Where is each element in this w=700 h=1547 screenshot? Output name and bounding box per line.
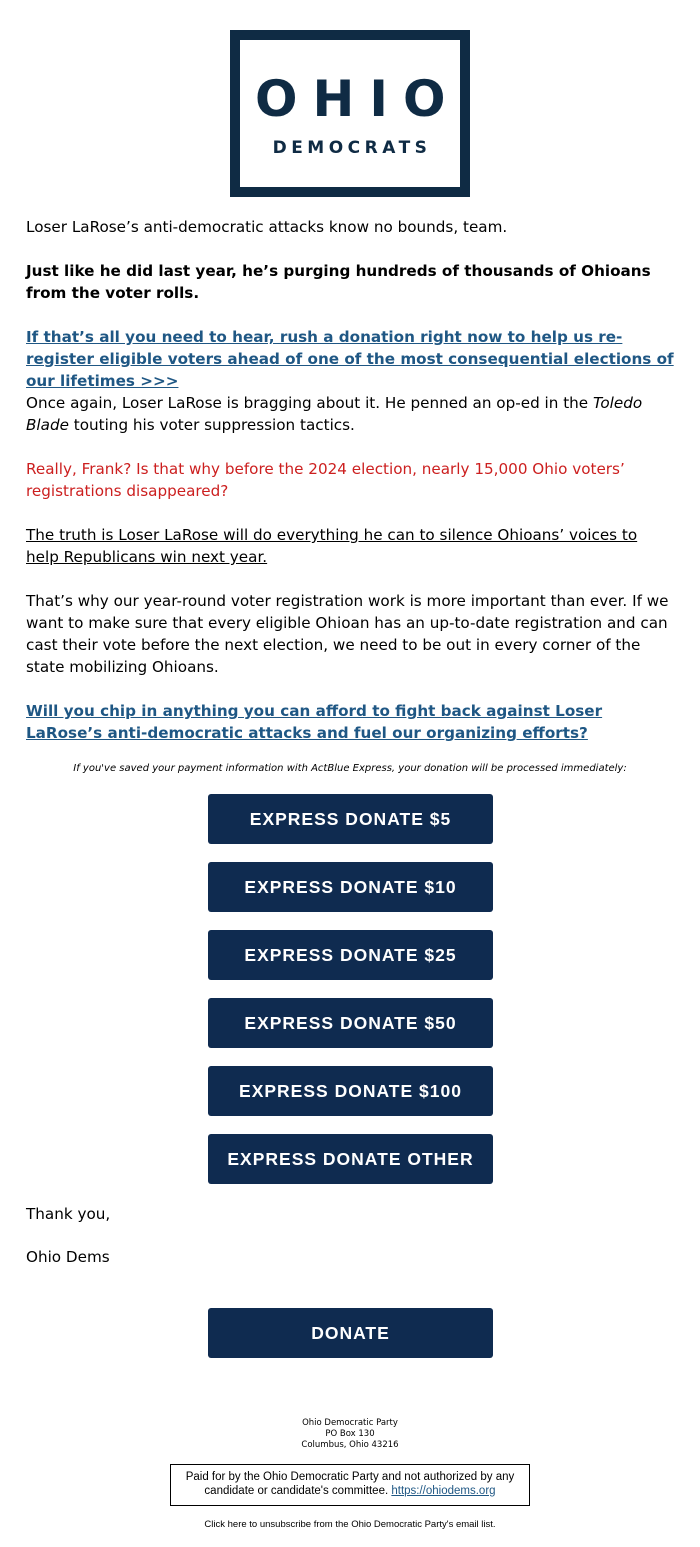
logo-democrats-text: DEMOCRATS bbox=[272, 138, 432, 158]
donate-link-reregister[interactable]: If that’s all you need to hear, rush a donation right now to help us re-register eligible voters ahead of one of the most consequential elections of our lifetimes >>> bbox=[26, 328, 674, 390]
express-donate-10-button[interactable]: EXPRESS DONATE $10 bbox=[208, 862, 493, 912]
op-ed-text-before: Once again, Loser LaRose is bragging about it. He penned an op-ed in the bbox=[26, 394, 593, 412]
actblue-express-note: If you've saved your payment information with ActBlue Express, your donation will be processed immediately: bbox=[73, 763, 627, 774]
intro-paragraph: Loser LaRose’s anti-democratic attacks know no bounds, team. bbox=[26, 218, 508, 236]
truth-paragraph bbox=[26, 524, 674, 568]
footer-city: Columbus, Ohio 43216 bbox=[301, 1440, 399, 1450]
donate-link-chip-in[interactable]: Will you chip in anything you can afford to fight back against Loser LaRose’s anti-democratic attacks and fuel our organizing efforts? bbox=[26, 702, 603, 742]
paid-for-disclaimer bbox=[170, 1464, 530, 1506]
donate-button[interactable]: DONATE bbox=[208, 1308, 493, 1358]
donate-link-paragraph bbox=[26, 326, 674, 392]
express-donate-50-button[interactable]: EXPRESS DONATE $50 bbox=[208, 998, 493, 1048]
op-ed-text-after: touting his voter suppression tactics. bbox=[68, 416, 355, 434]
unsubscribe-link[interactable]: Click here to unsubscribe from the Ohio Democratic Party's email list. bbox=[204, 1519, 496, 1530]
express-donate-5-button[interactable]: EXPRESS DONATE $5 bbox=[208, 794, 493, 844]
purge-paragraph: Just like he did last year, he’s purging hundreds of thousands of Ohioans from the voter rolls. bbox=[26, 262, 651, 302]
signoff-sender: Ohio Dems bbox=[26, 1248, 110, 1266]
express-donate-25-button[interactable]: EXPRESS DONATE $25 bbox=[208, 930, 493, 980]
express-donate-other-button[interactable]: EXPRESS DONATE OTHER bbox=[208, 1134, 493, 1184]
ohiodems-website-link[interactable]: https://ohiodems.org bbox=[391, 1484, 496, 1497]
op-ed-paragraph bbox=[26, 392, 674, 436]
chip-in-link-paragraph bbox=[26, 700, 674, 744]
footer-org-name: Ohio Democratic Party bbox=[302, 1418, 398, 1428]
paid-for-text: Paid for by the Ohio Democratic Party and not authorized by any candidate or candidate's committee. bbox=[185, 1471, 515, 1497]
footer-address bbox=[0, 1418, 700, 1451]
ohio-democrats-logo[interactable] bbox=[230, 30, 470, 197]
truth-underlined-text: The truth is Loser LaRose will do everything he can to silence Ohioans’ voices to help Republicans win next year. bbox=[26, 526, 638, 566]
footer-po-box: PO Box 130 bbox=[325, 1429, 375, 1439]
express-donate-100-button[interactable]: EXPRESS DONATE $100 bbox=[208, 1066, 493, 1116]
logo-ohio-text: OHIO bbox=[255, 70, 461, 128]
toledo-blade-text: Toledo Blade bbox=[26, 394, 643, 434]
registration-work-paragraph: That’s why our year-round voter registration work is more important than ever. If we want to make sure that every eligible Ohioan has an up-to-date registration and can cast their vote before the next election, we need to be out in every corner of the state mobilizing Ohioans. bbox=[26, 592, 669, 676]
signoff-thanks: Thank you, bbox=[26, 1205, 111, 1223]
red-paragraph: Really, Frank? Is that why before the 2024 election, nearly 15,000 Ohio voters’ registrations disappeared? bbox=[26, 460, 625, 500]
